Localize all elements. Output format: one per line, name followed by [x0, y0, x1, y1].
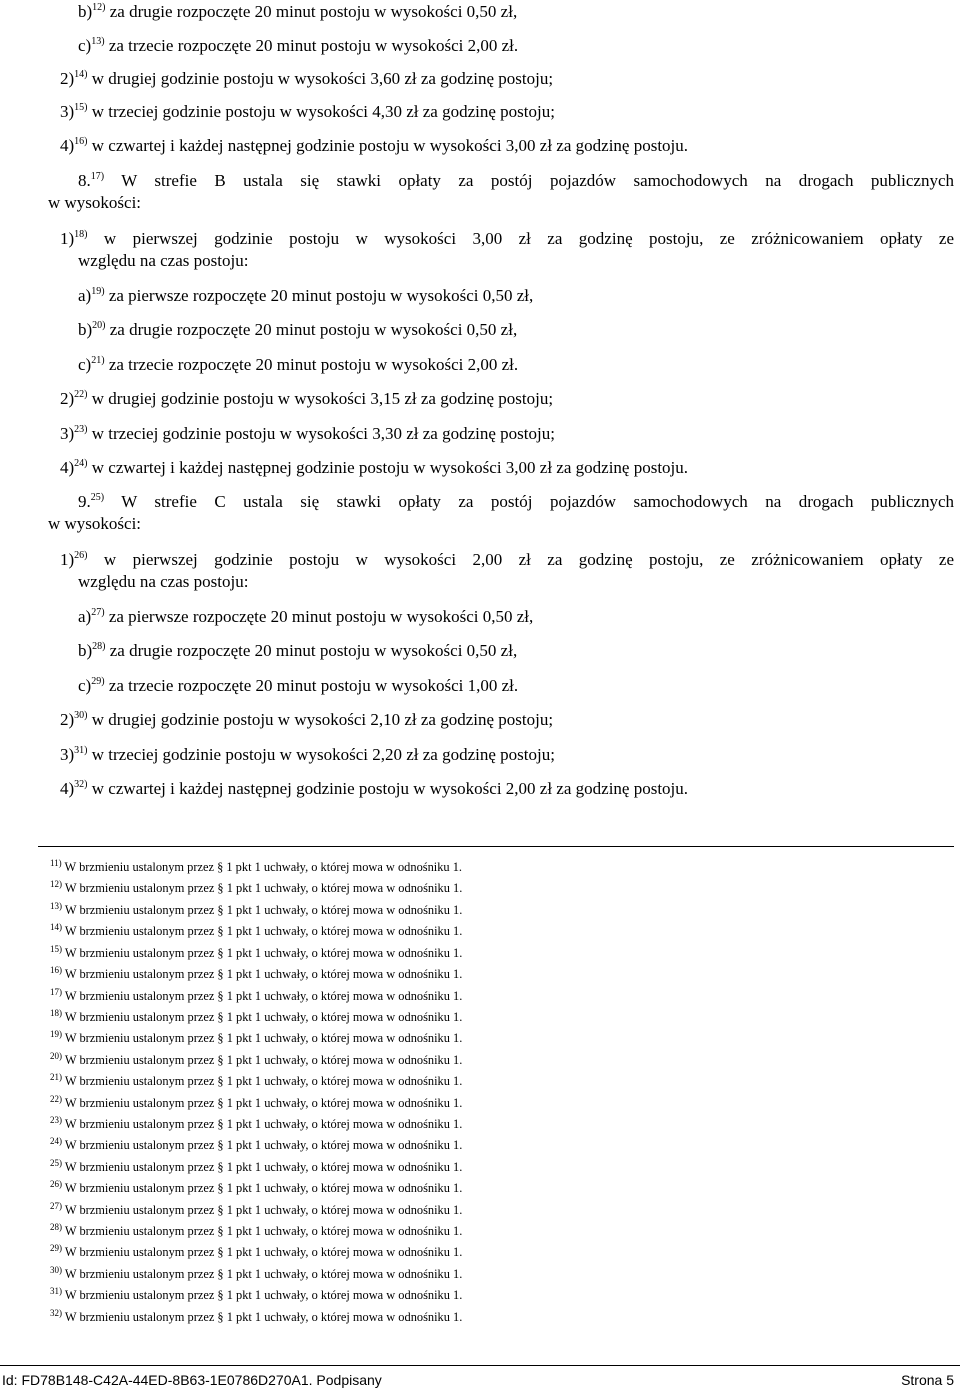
footnote: $^{26)}$ W brzmieniu ustalonym przez § 1 pkt 1 uchwały, o której mowa w odnośniku 1.	[50, 1179, 463, 1195]
footer-separator	[0, 1365, 960, 1366]
list-item: 1)$^{26)}$ w pierwszej godzinie postoju w wysokości 2,00 zł za godzinę postoju, ze zróżnicowaniem opłaty ze	[60, 550, 954, 569]
list-item: c)$^{21)}$ za trzecie rozpoczęte 20 minut postoju w wysokości 2,00 zł.	[78, 355, 519, 374]
footnote: $^{17)}$ W brzmieniu ustalonym przez § 1 pkt 1 uchwały, o której mowa w odnośniku 1.	[50, 987, 463, 1003]
paragraph-heading: 8.$^{17)}$ W strefie B ustala się stawki opłaty za postój pojazdów samochodowych na drogach publicznych	[78, 171, 954, 190]
footnote: $^{23)}$ W brzmieniu ustalonym przez § 1 pkt 1 uchwały, o której mowa w odnośniku 1.	[50, 1115, 463, 1131]
paragraph-continuation: w wysokości:	[48, 514, 142, 533]
list-item: 3)$^{31)}$ w trzeciej godzinie postoju w wysokości 2,20 zł za godzinę postoju;	[60, 745, 555, 764]
footnote: $^{30)}$ W brzmieniu ustalonym przez § 1 pkt 1 uchwały, o której mowa w odnośniku 1.	[50, 1265, 463, 1281]
footnote: $^{25)}$ W brzmieniu ustalonym przez § 1 pkt 1 uchwały, o której mowa w odnośniku 1.	[50, 1158, 463, 1174]
list-item: 3)$^{23)}$ w trzeciej godzinie postoju w wysokości 3,30 zł za godzinę postoju;	[60, 424, 555, 443]
list-item: 3)$^{15)}$ w trzeciej godzinie postoju w wysokości 4,30 zł za godzinę postoju;	[60, 102, 555, 121]
footnote: $^{18)}$ W brzmieniu ustalonym przez § 1 pkt 1 uchwały, o której mowa w odnośniku 1.	[50, 1008, 463, 1024]
list-item: b)$^{12)}$ za drugie rozpoczęte 20 minut postoju w wysokości 0,50 zł,	[78, 2, 518, 21]
document-id: Id: FD78B148-C42A-44ED-8B63-1E0786D270A1. Podpisany	[2, 1372, 382, 1388]
paragraph-heading: 9.$^{25)}$ W strefie C ustala się stawki opłaty za postój pojazdów samochodowych na drogach publicznych	[78, 492, 954, 511]
footnote: $^{11)}$ W brzmieniu ustalonym przez § 1 pkt 1 uchwały, o której mowa w odnośniku 1.	[50, 858, 463, 874]
footnote: $^{16)}$ W brzmieniu ustalonym przez § 1 pkt 1 uchwały, o której mowa w odnośniku 1.	[50, 965, 463, 981]
footnote: $^{20)}$ W brzmieniu ustalonym przez § 1 pkt 1 uchwały, o której mowa w odnośniku 1.	[50, 1051, 463, 1067]
list-item: b)$^{20)}$ za drugie rozpoczęte 20 minut postoju w wysokości 0,50 zł,	[78, 320, 518, 339]
list-item: 4)$^{16)}$ w czwartej i każdej następnej godzinie postoju w wysokości 3,00 zł za godzinę postoju.	[60, 136, 689, 155]
list-item: b)$^{28)}$ za drugie rozpoczęte 20 minut postoju w wysokości 0,50 zł,	[78, 641, 518, 660]
list-item: 2)$^{14)}$ w drugiej godzinie postoju w wysokości 3,60 zł za godzinę postoju;	[60, 69, 554, 88]
footnote: $^{12)}$ W brzmieniu ustalonym przez § 1 pkt 1 uchwały, o której mowa w odnośniku 1.	[50, 879, 463, 895]
footnote: $^{13)}$ W brzmieniu ustalonym przez § 1 pkt 1 uchwały, o której mowa w odnośniku 1.	[50, 901, 463, 917]
list-item-continuation: względu na czas postoju:	[78, 572, 249, 591]
list-item: c)$^{29)}$ za trzecie rozpoczęte 20 minut postoju w wysokości 1,00 zł.	[78, 676, 519, 695]
footnote: $^{22)}$ W brzmieniu ustalonym przez § 1 pkt 1 uchwały, o której mowa w odnośniku 1.	[50, 1094, 463, 1110]
footnote: $^{29)}$ W brzmieniu ustalonym przez § 1 pkt 1 uchwały, o której mowa w odnośniku 1.	[50, 1243, 463, 1259]
list-item: a)$^{19)}$ za pierwsze rozpoczęte 20 minut postoju w wysokości 0,50 zł,	[78, 286, 534, 305]
footnote: $^{27)}$ W brzmieniu ustalonym przez § 1 pkt 1 uchwały, o której mowa w odnośniku 1.	[50, 1201, 463, 1217]
list-item: 2)$^{30)}$ w drugiej godzinie postoju w wysokości 2,10 zł za godzinę postoju;	[60, 710, 554, 729]
list-item: 1)$^{18)}$ w pierwszej godzinie postoju w wysokości 3,00 zł za godzinę postoju, ze zróżnicowaniem opłaty ze	[60, 229, 954, 248]
list-item: 4)$^{24)}$ w czwartej i każdej następnej godzinie postoju w wysokości 3,00 zł za godzinę postoju.	[60, 458, 689, 477]
footnote: $^{21)}$ W brzmieniu ustalonym przez § 1 pkt 1 uchwały, o której mowa w odnośniku 1.	[50, 1072, 463, 1088]
list-item: 4)$^{32)}$ w czwartej i każdej następnej godzinie postoju w wysokości 2,00 zł za godzinę postoju.	[60, 779, 689, 798]
page-number: Strona 5	[901, 1372, 954, 1388]
paragraph-continuation: w wysokości:	[48, 193, 142, 212]
list-item: c)$^{13)}$ za trzecie rozpoczęte 20 minut postoju w wysokości 2,00 zł.	[78, 36, 519, 55]
footnote: $^{19)}$ W brzmieniu ustalonym przez § 1 pkt 1 uchwały, o której mowa w odnośniku 1.	[50, 1029, 463, 1045]
footnote-separator	[38, 846, 954, 847]
list-item: 2)$^{22)}$ w drugiej godzinie postoju w wysokości 3,15 zł za godzinę postoju;	[60, 389, 554, 408]
footnote: $^{15)}$ W brzmieniu ustalonym przez § 1 pkt 1 uchwały, o której mowa w odnośniku 1.	[50, 944, 463, 960]
list-item: a)$^{27)}$ za pierwsze rozpoczęte 20 minut postoju w wysokości 0,50 zł,	[78, 607, 534, 626]
footnote: $^{14)}$ W brzmieniu ustalonym przez § 1 pkt 1 uchwały, o której mowa w odnośniku 1.	[50, 922, 463, 938]
list-item-continuation: względu na czas postoju:	[78, 251, 249, 270]
footnote: $^{28)}$ W brzmieniu ustalonym przez § 1 pkt 1 uchwały, o której mowa w odnośniku 1.	[50, 1222, 463, 1238]
footnote: $^{31)}$ W brzmieniu ustalonym przez § 1 pkt 1 uchwały, o której mowa w odnośniku 1.	[50, 1286, 463, 1302]
footnote: $^{24)}$ W brzmieniu ustalonym przez § 1 pkt 1 uchwały, o której mowa w odnośniku 1.	[50, 1136, 463, 1152]
footnote: $^{32)}$ W brzmieniu ustalonym przez § 1 pkt 1 uchwały, o której mowa w odnośniku 1.	[50, 1308, 463, 1324]
